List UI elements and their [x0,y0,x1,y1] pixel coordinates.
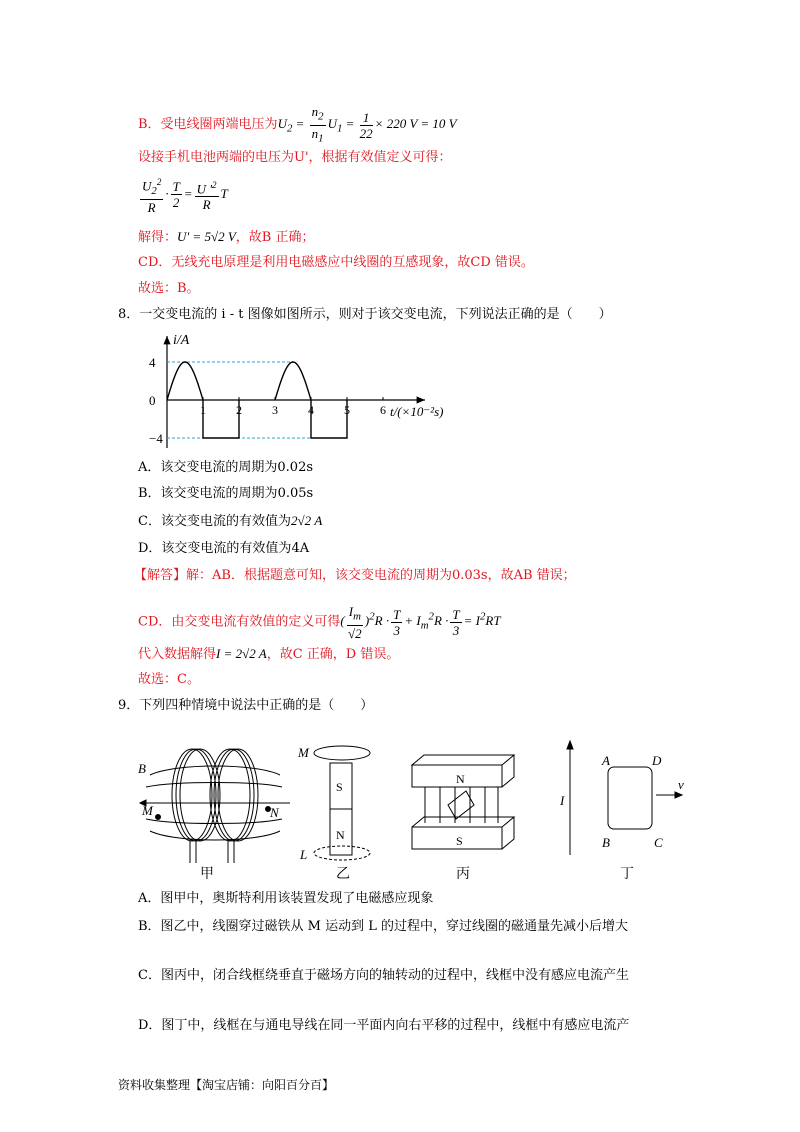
q8-option: B．该交变电流的周期为0.05s [138,486,314,501]
figure-bing [412,755,514,849]
q8-solution-cd: CD．由交变电流有效值的定义可得( $\frac{I_m}{√2}$ )$^2$R · $\frac{T}{3}$ + $I_m^2R$ · $\frac{T}{3}$ = $I^2RT$ [138,604,501,641]
ding-B: B [602,835,610,850]
ding-C: C [654,835,663,850]
q8-xtick: 3 [272,403,278,417]
jia-N: N [270,805,279,820]
q8-ylabel: i/A [173,333,190,348]
yi-N: N [336,828,345,842]
bing-N: N [456,772,465,786]
yi-caption: 乙 [336,867,350,882]
ding-v: v [678,777,684,792]
sol7-option-b [138,104,457,146]
jia-B: B [138,761,146,776]
jia-M: M [142,803,153,818]
footer: 资料收集整理【淘宝店铺：向阳百分百】 [118,1078,335,1092]
sol7-b-prefix: B．受电线圈两端电压为 [138,117,278,133]
yi-L: L [300,847,308,862]
q9-option: B．图乙中，线圈穿过磁铁从 M 运动到 L 的过程中，穿过线圈的磁通量先减小后增大 [138,919,629,934]
ding-A: A [602,753,610,768]
bing-S: S [456,834,463,848]
sol7-cd: CD．无线充电原理是利用电磁感应中线圈的互感现象，故CD 错误。 [138,255,534,270]
figure-ding [567,741,682,855]
q8-option: D．该交变电流的有效值为4A [138,541,310,556]
q8-chart [135,330,475,450]
jia-caption: 甲 [200,867,214,882]
q9-stem: 9．下列四种情境中说法中正确的是（ ） [118,698,374,713]
q8-xtick: 1 [200,403,206,417]
sol7-set-text: 设接手机电池两端的电压为U'，根据有效值定义可得： [138,150,452,165]
q8-half-sine [167,362,203,400]
q8-xtick: 6 [380,403,386,417]
ding-caption: 丁 [620,867,634,882]
q8-ytick: 0 [149,393,156,408]
q8-square-pulse [311,400,347,438]
sol7-equation: $\frac{U_2^2}{R}$ · $\frac{T}{2}$ = $\frac{U '^2}{R}$ T [142,177,228,215]
q8-stem: 8．一交变电流的 i - t 图像如图所示，则对于该交变电流，下列说法正确的是（ ） [118,307,612,322]
q8-option: A．该交变电流的周期为0.02s [138,460,314,475]
q8-xtick: 5 [344,403,350,417]
sol7-solve: 解得：U' = 5√2 V，故B 正确； [138,229,315,245]
q8-ytick: −4 [149,431,163,446]
q8-xtick: 4 [308,403,314,417]
q9-figures [130,735,700,885]
yi-S: S [336,780,343,794]
q8-solution-ab: 【解答】解：AB．根据题意可知，该交变电流的周期为0.03s，故AB 错误； [134,568,576,583]
figure-jia [140,749,290,863]
q8-ytick: 4 [149,355,156,370]
q8-xtick: 2 [236,403,242,417]
sol7-b-formula: $U_2$ = $\frac{n_2}{n_1}$ $U_1$ = $\frac{1}{22}$ × 220 V = 10 V [277,104,457,145]
q9-option: A．图甲中，奥斯特利用该装置发现了电磁感应现象 [138,891,434,906]
q8-half-sine [275,362,311,400]
q8-xlabel: t/(×10⁻²s) [390,404,444,419]
q9-option: D．图丁中，线框在与通电导线在同一平面内向右平移的过程中，线框中有感应电流产 [138,1018,630,1033]
bing-caption: 丙 [456,867,470,882]
q8-square-pulse [203,400,239,438]
q8-solution-sub: 代入数据解得I = 2√2 A，故C 正确，D 错误。 [138,646,400,662]
q8-option: C．该交变电流的有效值为2√2 A [138,513,323,529]
q8-solution-answer: 故选：C。 [138,672,200,687]
figure-yi [314,746,370,860]
yi-M: M [298,745,309,760]
q8-solution-tag: 【解答】 [134,568,187,583]
sol7-answer: 故选：B。 [138,281,200,296]
ding-I: I [560,793,565,808]
q9-option: C．图丙中，闭合线框绕垂直于磁场方向的轴转动的过程中，线框中没有感应电流产生 [138,968,629,983]
ding-D: D [652,753,662,768]
